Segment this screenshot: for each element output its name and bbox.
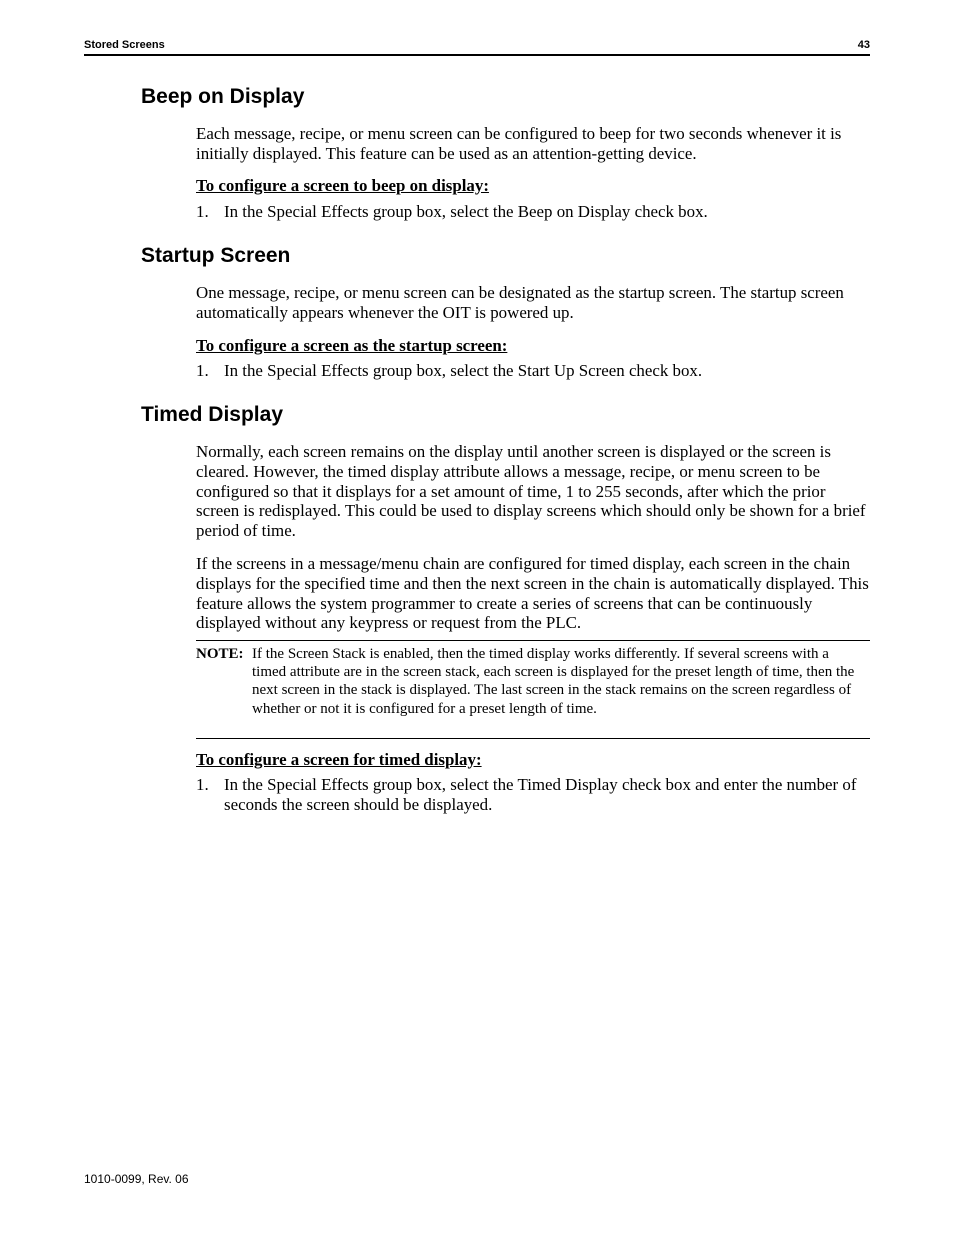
- step-number: 1.: [196, 775, 209, 794]
- note-text: If the Screen Stack is enabled, then the timed display works differently. If several screens with a timed attribute are in the screen stack, each screen is displayed for the preset length of time, then the next screen in the stack is displayed. The last screen in the stack remains on the screen regardless of whether or not it is configured for a preset length of time.: [252, 646, 855, 717]
- heading-timed-display: Timed Display: [141, 403, 283, 426]
- header-page-number: 43: [857, 39, 870, 51]
- step-timed-1: [196, 775, 872, 815]
- heading-beep-on-display: Beep on Display: [141, 85, 305, 108]
- heading-startup-screen: Startup Screen: [141, 244, 291, 267]
- paragraph-beep-description: Each message, recipe, or menu screen can be configured to beep for two seconds whenever it is initially displayed. This feature can be used as an attention-getting device.: [196, 124, 842, 163]
- step-number: 1.: [196, 202, 209, 221]
- procedure-title-beep: To configure a screen to beep on display:: [196, 176, 489, 195]
- procedure-title-timed: To configure a screen for timed display:: [196, 750, 482, 769]
- step-beep-1: [196, 202, 872, 222]
- paragraph-startup-description: One message, recipe, or menu screen can be designated as the startup screen. The startup screen automatically appears whenever the OIT is powered up.: [196, 283, 844, 322]
- step-number: 1.: [196, 361, 209, 380]
- paragraph-timed-chain: If the screens in a message/menu chain are configured for timed display, each screen in the chain displays for the specified time and then the next screen in the chain is automatically displayed. This feature allows the system programmer to create a series of screens that can be continuously displayed without any keypress or request from the PLC.: [196, 554, 869, 633]
- step-startup-1: [196, 361, 872, 381]
- note-label: NOTE:: [196, 646, 244, 662]
- step-text: In the Special Effects group box, select the Beep on Display check box.: [224, 202, 708, 221]
- note-box: [196, 640, 870, 739]
- step-text: In the Special Effects group box, select the Timed Display check box and enter the number of seconds the screen should be displayed.: [224, 775, 857, 814]
- header-section-title: Stored Screens: [84, 39, 165, 51]
- procedure-title-startup: To configure a screen as the startup screen:: [196, 336, 508, 355]
- paragraph-timed-description: Normally, each screen remains on the display until another screen is displayed or the screen is cleared. However, the timed display attribute allows a message, recipe, or menu screen to be configured so that it displays for a set amount of time, 1 to 255 seconds, after which the prior screen is redisplayed. This could be used to display screens which should only be shown for a brief period of time.: [196, 442, 866, 541]
- step-text: In the Special Effects group box, select the Start Up Screen check box.: [224, 361, 703, 380]
- page-footer-doc-id: 1010-0099, Rev. 06: [84, 1172, 189, 1186]
- page-header: [84, 38, 870, 56]
